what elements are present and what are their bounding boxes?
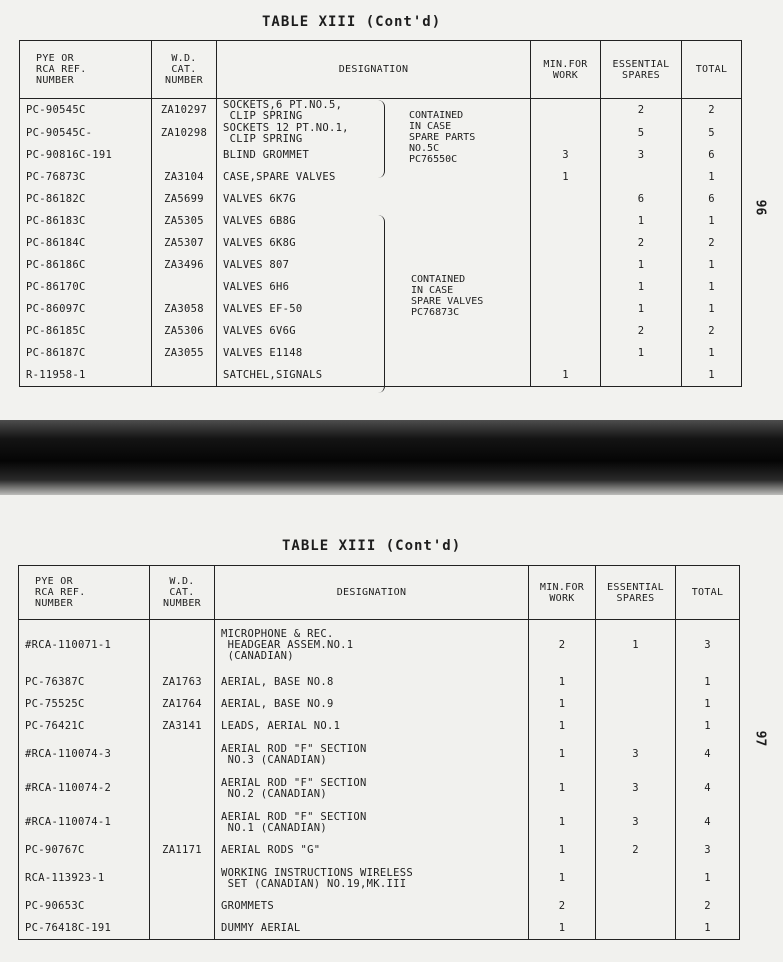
upper-page <box>0 0 783 420</box>
cell-essential-spares: 3 <box>596 806 676 840</box>
cell-total: 1 <box>682 277 742 299</box>
cell-wd-cat-number: ZA5306 <box>152 321 217 343</box>
table-row <box>19 772 740 806</box>
cell-designation: VALVES 6B8G <box>217 211 531 233</box>
cell-essential-spares <box>596 896 676 918</box>
cell-total: 1 <box>676 918 740 940</box>
cell-wd-cat-number <box>150 772 215 806</box>
header-total: TOTAL <box>676 566 740 620</box>
note-case-spare-parts: CONTAINED IN CASE SPARE PARTS NO.5C PC76550C <box>409 110 476 165</box>
cell-essential-spares: 2 <box>601 321 682 343</box>
cell-ref-number: PC-76418C-191 <box>19 918 150 940</box>
cell-wd-cat-number <box>150 918 215 940</box>
cell-essential-spares: 5 <box>601 123 682 145</box>
cell-ref-number: PC-76421C <box>19 716 150 738</box>
cell-total: 6 <box>682 189 742 211</box>
cell-ref-number: PC-86185C <box>20 321 152 343</box>
cell-wd-cat-number: ZA5307 <box>152 233 217 255</box>
cell-min-for-work: 2 <box>529 896 596 918</box>
cell-essential-spares <box>596 694 676 716</box>
cell-wd-cat-number <box>152 277 217 299</box>
cell-essential-spares <box>596 862 676 896</box>
cell-min-for-work <box>531 123 601 145</box>
table-row <box>19 620 740 672</box>
cell-total: 1 <box>682 211 742 233</box>
cell-ref-number: PC-86097C <box>20 299 152 321</box>
cell-designation: SOCKETS 12 PT.NO.1, CLIP SPRING <box>217 123 531 145</box>
cell-min-for-work <box>531 233 601 255</box>
cell-min-for-work: 1 <box>531 167 601 189</box>
cell-wd-cat-number: ZA3055 <box>152 343 217 365</box>
cell-ref-number: PC-76387C <box>19 672 150 694</box>
brace-case-valves <box>378 215 385 393</box>
cell-essential-spares: 3 <box>601 145 682 167</box>
cell-wd-cat-number: ZA3141 <box>150 716 215 738</box>
cell-total: 3 <box>676 620 740 672</box>
cell-essential-spares: 1 <box>601 255 682 277</box>
cell-ref-number: PC-90545C- <box>20 123 152 145</box>
page-number: 97 <box>752 730 768 747</box>
cell-total: 2 <box>682 233 742 255</box>
cell-total: 2 <box>682 99 742 123</box>
cell-designation: VALVES 6K7G <box>217 189 531 211</box>
cell-essential-spares: 2 <box>601 99 682 123</box>
cell-essential-spares: 2 <box>601 233 682 255</box>
header-designation: DESIGNATION <box>215 566 529 620</box>
header-wd-cat-number: W.D. CAT. NUMBER <box>152 41 217 99</box>
parts-table <box>18 565 740 940</box>
cell-essential-spares <box>601 167 682 189</box>
cell-wd-cat-number: ZA10297 <box>152 99 217 123</box>
table-row <box>19 672 740 694</box>
cell-wd-cat-number: ZA1763 <box>150 672 215 694</box>
cell-wd-cat-number <box>150 896 215 918</box>
cell-ref-number: PC-76873C <box>20 167 152 189</box>
table-title: TABLE XIII (Cont'd) <box>282 538 462 554</box>
cell-designation: AERIAL ROD "F" SECTION NO.2 (CANADIAN) <box>215 772 529 806</box>
cell-essential-spares <box>596 918 676 940</box>
cell-designation: VALVES E1148 <box>217 343 531 365</box>
cell-ref-number: #RCA-110074-1 <box>19 806 150 840</box>
cell-min-for-work: 1 <box>529 738 596 772</box>
header-essential-spares: ESSENTIAL SPARES <box>596 566 676 620</box>
table-row <box>19 806 740 840</box>
cell-essential-spares: 1 <box>601 277 682 299</box>
cell-designation: WORKING INSTRUCTIONS WIRELESS SET (CANADIAN) NO.19,MK.III <box>215 862 529 896</box>
cell-min-for-work: 1 <box>529 694 596 716</box>
cell-ref-number: PC-90767C <box>19 840 150 862</box>
table-row <box>19 716 740 738</box>
cell-wd-cat-number: ZA1764 <box>150 694 215 716</box>
cell-min-for-work <box>531 343 601 365</box>
binding-shadow <box>0 420 783 495</box>
cell-total: 1 <box>676 862 740 896</box>
cell-min-for-work: 1 <box>531 365 601 387</box>
cell-ref-number: PC-86187C <box>20 343 152 365</box>
cell-essential-spares: 1 <box>596 620 676 672</box>
cell-designation: AERIAL ROD "F" SECTION NO.1 (CANADIAN) <box>215 806 529 840</box>
cell-essential-spares: 1 <box>601 299 682 321</box>
cell-essential-spares <box>601 365 682 387</box>
cell-total: 1 <box>682 255 742 277</box>
header-min-for-work: MIN.FOR WORK <box>529 566 596 620</box>
cell-ref-number: PC-86183C <box>20 211 152 233</box>
cell-total: 6 <box>682 145 742 167</box>
cell-min-for-work: 2 <box>529 620 596 672</box>
cell-ref-number: PC-86186C <box>20 255 152 277</box>
cell-ref-number: PC-75525C <box>19 694 150 716</box>
cell-designation: AERIAL, BASE NO.9 <box>215 694 529 716</box>
cell-total: 1 <box>682 343 742 365</box>
page-number: 96 <box>752 199 768 216</box>
cell-min-for-work <box>531 277 601 299</box>
cell-min-for-work: 1 <box>529 806 596 840</box>
cell-essential-spares: 1 <box>601 343 682 365</box>
cell-total: 1 <box>676 716 740 738</box>
cell-min-for-work: 1 <box>529 918 596 940</box>
cell-total: 4 <box>676 806 740 840</box>
table-row <box>19 896 740 918</box>
cell-ref-number: PC-86182C <box>20 189 152 211</box>
cell-ref-number: RCA-113923-1 <box>19 862 150 896</box>
cell-designation: AERIAL RODS "G" <box>215 840 529 862</box>
cell-ref-number: PC-90545C <box>20 99 152 123</box>
cell-essential-spares <box>596 716 676 738</box>
cell-designation: MICROPHONE & REC. HEADGEAR ASSEM.NO.1 (CANADIAN) <box>215 620 529 672</box>
cell-designation: AERIAL, BASE NO.8 <box>215 672 529 694</box>
cell-wd-cat-number <box>152 365 217 387</box>
cell-min-for-work <box>531 255 601 277</box>
table-title: TABLE XIII (Cont'd) <box>262 14 442 30</box>
cell-designation: VALVES 6H6 <box>217 277 531 299</box>
cell-min-for-work <box>531 299 601 321</box>
cell-designation: BLIND GROMMET <box>217 145 531 167</box>
cell-ref-number: PC-86170C <box>20 277 152 299</box>
cell-designation: VALVES 6K8G <box>217 233 531 255</box>
table-header-row <box>19 566 740 620</box>
cell-designation: VALVES EF-50 <box>217 299 531 321</box>
cell-designation: SOCKETS,6 PT.NO.5, CLIP SPRING <box>217 99 531 123</box>
cell-wd-cat-number: ZA10298 <box>152 123 217 145</box>
cell-total: 1 <box>682 167 742 189</box>
cell-essential-spares: 1 <box>601 211 682 233</box>
header-wd-cat-number: W.D. CAT. NUMBER <box>150 566 215 620</box>
cell-wd-cat-number: ZA3496 <box>152 255 217 277</box>
table-header-row <box>20 41 742 99</box>
cell-essential-spares: 2 <box>596 840 676 862</box>
cell-designation: VALVES 807 <box>217 255 531 277</box>
cell-designation: AERIAL ROD "F" SECTION NO.3 (CANADIAN) <box>215 738 529 772</box>
cell-essential-spares: 3 <box>596 772 676 806</box>
cell-wd-cat-number: ZA3058 <box>152 299 217 321</box>
header-designation: DESIGNATION <box>217 41 531 99</box>
cell-total: 4 <box>676 772 740 806</box>
brace-case-parts <box>378 100 385 178</box>
cell-wd-cat-number <box>150 862 215 896</box>
cell-ref-number: R-11958-1 <box>20 365 152 387</box>
cell-min-for-work: 1 <box>529 840 596 862</box>
cell-ref-number: PC-90653C <box>19 896 150 918</box>
cell-wd-cat-number <box>150 738 215 772</box>
table-row <box>19 840 740 862</box>
header-ref-number: PYE OR RCA REF. NUMBER <box>19 566 150 620</box>
table-row <box>20 189 742 211</box>
table-row <box>19 738 740 772</box>
cell-total: 1 <box>682 299 742 321</box>
cell-essential-spares: 3 <box>596 738 676 772</box>
cell-wd-cat-number <box>150 806 215 840</box>
cell-designation: LEADS, AERIAL NO.1 <box>215 716 529 738</box>
cell-min-for-work: 3 <box>531 145 601 167</box>
note-case-spare-valves: CONTAINED IN CASE SPARE VALVES PC76873C <box>411 274 484 318</box>
cell-total: 1 <box>676 694 740 716</box>
cell-total: 2 <box>682 321 742 343</box>
cell-min-for-work: 1 <box>529 772 596 806</box>
cell-min-for-work <box>531 211 601 233</box>
cell-wd-cat-number: ZA5305 <box>152 211 217 233</box>
cell-total: 5 <box>682 123 742 145</box>
cell-total: 4 <box>676 738 740 772</box>
cell-min-for-work <box>531 189 601 211</box>
table-row <box>19 918 740 940</box>
cell-min-for-work: 1 <box>529 862 596 896</box>
cell-wd-cat-number: ZA1171 <box>150 840 215 862</box>
cell-designation: SATCHEL,SIGNALS <box>217 365 531 387</box>
cell-designation: GROMMETS <box>215 896 529 918</box>
cell-total: 2 <box>676 896 740 918</box>
table-row <box>19 694 740 716</box>
header-total: TOTAL <box>682 41 742 99</box>
lower-page <box>0 495 783 962</box>
cell-ref-number: #RCA-110071-1 <box>19 620 150 672</box>
cell-ref-number: PC-86184C <box>20 233 152 255</box>
cell-min-for-work: 1 <box>529 672 596 694</box>
header-ref-number: PYE OR RCA REF. NUMBER <box>20 41 152 99</box>
cell-min-for-work <box>531 321 601 343</box>
cell-designation: VALVES 6V6G <box>217 321 531 343</box>
cell-wd-cat-number: ZA5699 <box>152 189 217 211</box>
cell-total: 1 <box>676 672 740 694</box>
header-min-for-work: MIN.FOR WORK <box>531 41 601 99</box>
cell-designation: CASE,SPARE VALVES <box>217 167 531 189</box>
cell-wd-cat-number <box>152 145 217 167</box>
cell-min-for-work: 1 <box>529 716 596 738</box>
cell-wd-cat-number <box>150 620 215 672</box>
cell-essential-spares: 6 <box>601 189 682 211</box>
header-essential-spares: ESSENTIAL SPARES <box>601 41 682 99</box>
cell-essential-spares <box>596 672 676 694</box>
cell-total: 3 <box>676 840 740 862</box>
cell-designation: DUMMY AERIAL <box>215 918 529 940</box>
cell-ref-number: PC-90816C-191 <box>20 145 152 167</box>
cell-ref-number: #RCA-110074-3 <box>19 738 150 772</box>
table-row <box>19 862 740 896</box>
cell-min-for-work <box>531 99 601 123</box>
cell-ref-number: #RCA-110074-2 <box>19 772 150 806</box>
cell-total: 1 <box>682 365 742 387</box>
cell-wd-cat-number: ZA3104 <box>152 167 217 189</box>
